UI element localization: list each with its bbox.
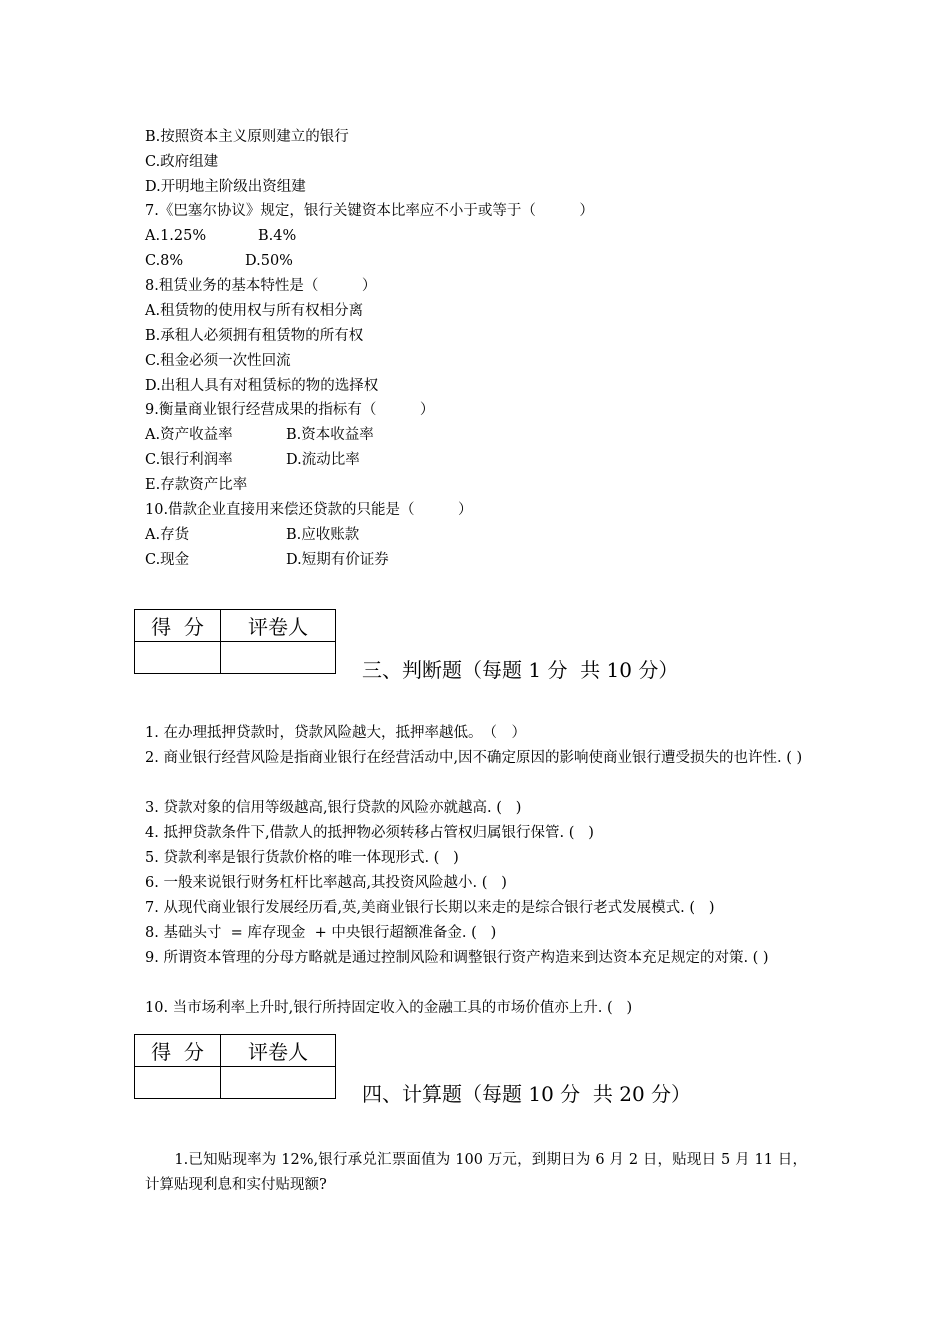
q10-option-c: C.现金: [145, 552, 190, 568]
q9-option-d: D.流动比率: [286, 452, 360, 468]
judge-item-8: 8. 基础头寸 = 库存现金 + 中央银行超额准备金. ( ): [145, 925, 497, 941]
grader-cell: [221, 642, 336, 674]
q10-option-a: A.存货: [145, 527, 190, 543]
judge-item-2: 2. 商业银行经营风险是指商业银行在经营活动中,因不确定原因的影响使商业银行遭受损失的也许性. ( ): [145, 750, 803, 766]
section3-title: 三、判断题（每题 1 分 共 10 分）: [362, 658, 679, 682]
q9-option-c: C.银行利润率: [145, 452, 233, 468]
score-cell: [135, 642, 221, 674]
score-label: 得 分: [135, 610, 221, 642]
q7-option-a: A.1.25%: [145, 228, 207, 244]
judge-item-7: 7. 从现代商业银行发展经历看,英,美商业银行长期以来走的是综合银行老式发展模式. ( ): [145, 900, 715, 916]
grader-cell: [221, 1067, 336, 1099]
score-cell: [135, 1067, 221, 1099]
calc-question-1: 1.已知贴现率为 12%,银行承兑汇票面值为 100 万元，到期日为 6 月 2 日，贴现日 5 月 11 日，计算贴现利息和实付贴现额?: [145, 1152, 807, 1193]
q6-option-d: D.开明地主阶级出资组建: [145, 179, 306, 195]
q10-option-b: B.应收账款: [286, 527, 360, 543]
q7-option-b: B.4%: [258, 228, 297, 244]
q7-option-d: D.50%: [245, 253, 293, 269]
q8-stem: 8.租赁业务的基本特性是（ ）: [145, 278, 377, 294]
q7-stem: 7.《巴塞尔协议》规定，银行关键资本比率应不小于或等于（ ）: [145, 203, 594, 219]
q6-option-c: C.政府组建: [145, 154, 219, 170]
judge-item-5: 5. 贷款利率是银行货款价格的唯一体现形式. ( ): [145, 850, 459, 866]
q8-option-d: D.出租人具有对租赁标的物的选择权: [145, 378, 379, 394]
grader-label: 评卷人: [221, 1035, 336, 1067]
judge-item-10: 10. 当市场利率上升时,银行所持固定收入的金融工具的市场价值亦上升. ( ): [145, 1000, 633, 1016]
q8-option-c: C.租金必须一次性回流: [145, 353, 291, 369]
q8-option-a: A.租赁物的使用权与所有权相分离: [145, 303, 364, 319]
judge-item-6: 6. 一般来说银行财务杠杆比率越高,其投资风险越小. ( ): [145, 875, 507, 891]
q8-option-b: B.承租人必须拥有租赁物的所有权: [145, 328, 364, 344]
q9-option-b: B.资本收益率: [286, 427, 374, 443]
q10-option-d: D.短期有价证券: [286, 552, 389, 568]
q9-stem: 9.衡量商业银行经营成果的指标有（ ）: [145, 402, 435, 418]
grader-label: 评卷人: [221, 610, 336, 642]
score-box-section4: [134, 1034, 336, 1099]
section4-title: 四、计算题（每题 10 分 共 20 分）: [362, 1082, 692, 1106]
score-label: 得 分: [135, 1035, 221, 1067]
judge-item-3: 3. 贷款对象的信用等级越高,银行贷款的风险亦就越高. ( ): [145, 800, 522, 816]
judge-item-1: 1. 在办理抵押贷款时，贷款风险越大，抵押率越低。 （ ）: [145, 725, 526, 741]
score-box-section3: [134, 609, 336, 674]
q9-option-a: A.资产收益率: [145, 427, 233, 443]
judge-item-4: 4. 抵押贷款条件下,借款人的抵押物必须转移占管权归属银行保管. ( ): [145, 825, 594, 841]
q7-option-c: C.8%: [145, 253, 184, 269]
q10-stem: 10.借款企业直接用来偿还贷款的只能是（ ）: [145, 502, 473, 518]
judge-item-9: 9. 所谓资本管理的分母方略就是通过控制风险和调整银行资产构造来到达资本充足规定的对策. ( ): [145, 950, 769, 966]
q9-option-e: E.存款资产比率: [145, 477, 248, 493]
q6-option-b: B.按照资本主义原则建立的银行: [145, 129, 349, 145]
